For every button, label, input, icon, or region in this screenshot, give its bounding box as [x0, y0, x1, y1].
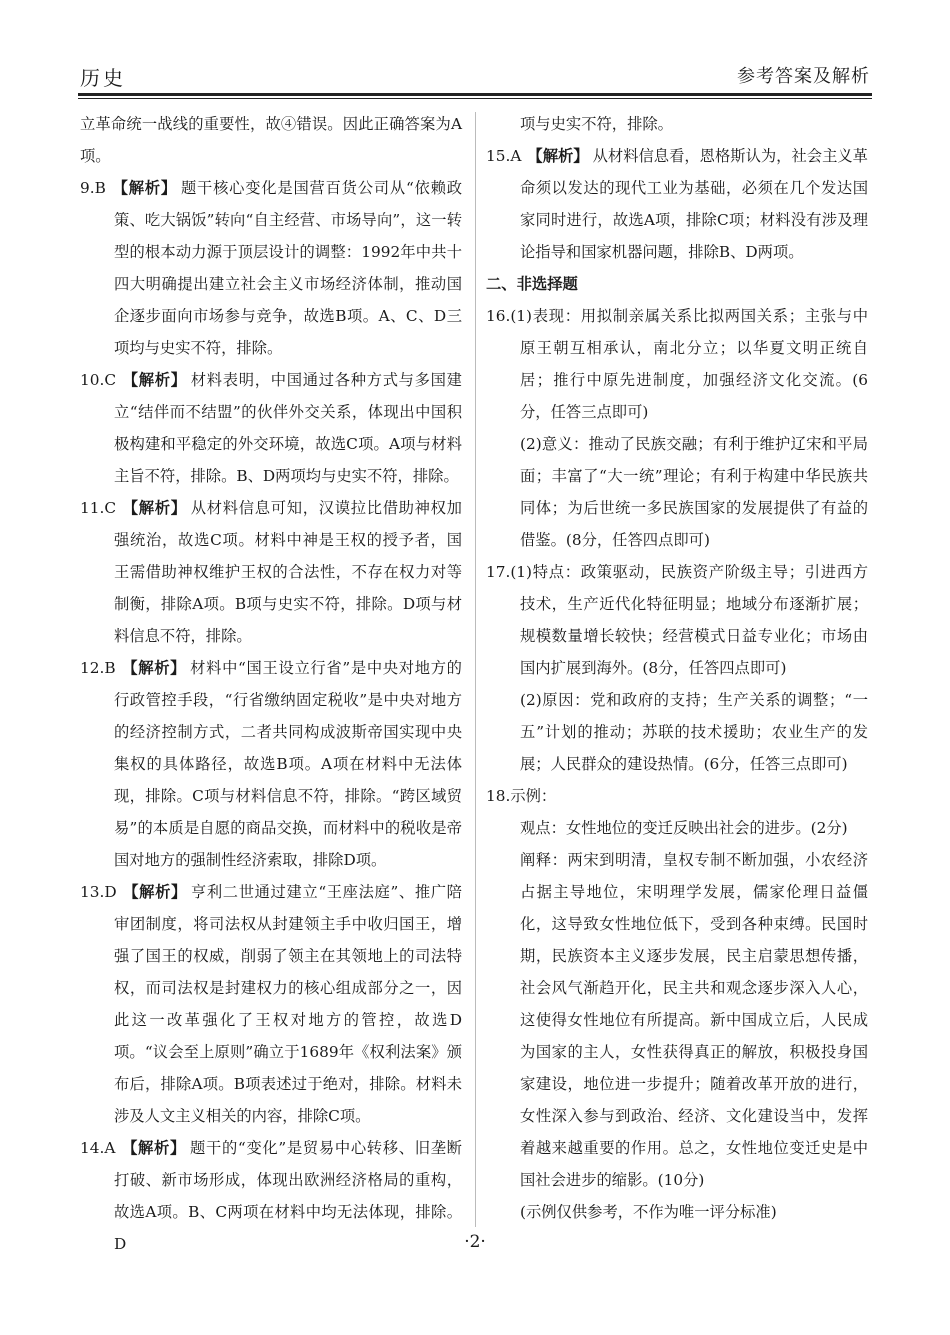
- item-answer: D: [104, 883, 117, 901]
- item-explanation: 题干核心变化是国营百货公司从“依赖政策、吃大锅饭”转向“自主经营、市场导向”，这一转型的根本动力源于顶层设计的调整：1992年中共十四大明确提出建立社会主义市场经济体制，推动国企逐步面向市场参与竞争，故选B项。A、C、D三项均与史实不符，排除。: [114, 179, 462, 357]
- item-16-part-2: (2)意义：推动了民族交融；有利于维护辽宋和平局面；丰富了“大一统”理论；有利于构建中华民族共同体；为后世统一多民族国家的发展提供了有益的借鉴。(8分，任答四点即可): [520, 435, 868, 549]
- item-number: 12.: [80, 659, 105, 677]
- item-explanation: 材料表明，中国通过各种方式与多国建立“结伴而不结盟”的伙伴外交关系，体现出中国积极构建和平稳定的外交环境，故选C项。A项与材料主旨不符，排除。B、D两项均与史实不符，排除。: [114, 371, 462, 485]
- item-number: 16.: [486, 307, 511, 325]
- section-heading: 二、非选择题: [486, 275, 578, 293]
- analysis-tag: 【解析】: [121, 659, 187, 677]
- answer-item-10: [80, 364, 462, 492]
- item-18-intro: [486, 780, 868, 812]
- analysis-tag: 【解析】: [527, 147, 589, 165]
- left-column: [80, 108, 462, 1260]
- analysis-tag: 【解析】: [111, 179, 177, 197]
- answer-item-9: [80, 172, 462, 364]
- page-number: ·2·: [464, 1232, 486, 1252]
- continuation-text: 立革命统一战线的重要性，故④错误。因此正确答案为A项。: [80, 115, 462, 165]
- section-title: 参考答案及解析: [737, 66, 870, 87]
- item-number: 14.: [80, 1139, 105, 1157]
- answer-item-15: [486, 140, 868, 268]
- analysis-tag: 【解析】: [122, 499, 187, 517]
- item-explanation: 材料中“国王设立行省”是中央对地方的行政管控手段，“行省缴纳固定税收”是中央对地方的经济控制方式，二者共同构成波斯帝国实现中央集权的具体路径，故选B项。A项在材料中无法体现，排除。C项与材料信息不符，排除。“跨区域贸易”的本质是自愿的商品交换，而材料中的税收是帝国对地方的强制性经济索取，排除D项。: [114, 659, 462, 869]
- analysis-tag: 【解析】: [121, 1139, 186, 1157]
- item-text: (1)表现：用拟制亲属关系比拟两国关系；主张与中原王朝互相承认，南北分立；以华夏文明正统自居；推行中原先进制度，加强经济文化交流。(6分，任答三点即可): [510, 307, 868, 421]
- item-answer: C: [104, 499, 117, 517]
- item-18-note: (示例仅供参考，不作为唯一评分标准): [520, 1203, 777, 1221]
- header-rule-thin: [78, 98, 872, 99]
- item-17-part-2: (2)原因：党和政府的支持；生产关系的调整；“一五”计划的推动；苏联的技术援助；农业生产的发展；人民群众的建设热情。(6分，任答三点即可): [520, 691, 868, 773]
- item-number: 13.: [80, 883, 105, 901]
- item-number: 17.: [486, 563, 511, 581]
- item-explanation: 从材料信息看，恩格斯认为，社会主义革命须以发达的现代工业为基础，必须在几个发达国家同时进行，故选A项，排除C项；材料没有涉及理论指导和国家机器问题，排除B、D两项。: [520, 147, 868, 261]
- item-number: 10.: [80, 371, 105, 389]
- item-number: 9.: [80, 179, 95, 197]
- item-answer: B: [94, 179, 106, 197]
- item-18-explanation: 阐释：两宋到明清，皇权专制不断加强，小农经济占据主导地位，宋明理学发展，儒家伦理日益僵化，这导致女性地位低下，受到各种束缚。民国时期，民族资本主义逐步发展，民主启蒙思想传播，社会风气渐趋开化，民主共和观念逐步深入人心，这使得女性地位有所提高。新中国成立后，人民成为国家的主人，女性获得真正的解放，积极投身国家建设，地位进一步提升；随着改革开放的进行，女性深入参与到政治、经济、文化建设当中，发挥着越来越重要的作用。总之，女性地位变迁史是中国社会进步的缩影。(10分): [520, 851, 868, 1189]
- item-text: (1)特点：政策驱动，民族资产阶级主导；引进西方技术，生产近代化特征明显；地域分布逐渐扩展；规模数量增长较快；经营模式日益专业化；市场由国内扩展到海外。(8分，任答四点即可): [510, 563, 868, 677]
- item-number: 18.: [486, 787, 511, 805]
- continuation-text: 项与史实不符，排除。: [520, 115, 673, 133]
- item-answer: A: [510, 147, 522, 165]
- right-column: [486, 108, 868, 1228]
- item-explanation: 从材料信息可知，汉谟拉比借助神权加强统治，故选C项。材料中神是王权的授予者，国王需借助神权维护王权的合法性，不存在权力对等制衡，排除A项。B项与史实不符，排除。D项与材料信息不符，排除。: [114, 499, 462, 645]
- item-explanation: 亨利二世通过建立“王座法庭”、推广陪审团制度，将司法权从封建领主手中收归国王，增强了国王的权威，削弱了领主在其领地上的司法特权，而司法权是封建权力的核心组成部分之一，因此这一改革强化了王权对地方的管控，故选D项。“议会至上原则”确立于1689年《权利法案》颁布后，排除A项。B项表述过于绝对，排除。材料未涉及人文主义相关的内容，排除C项。: [114, 883, 462, 1125]
- item-number: 11.: [80, 499, 105, 517]
- answer-item-16: [486, 300, 868, 556]
- header-rule-thick: [78, 93, 872, 96]
- item-16-part-1: [486, 300, 868, 428]
- analysis-tag: 【解析】: [122, 371, 187, 389]
- item-number: 15.: [486, 147, 511, 165]
- item-answer: A: [104, 1139, 116, 1157]
- item-text: 示例：: [510, 787, 557, 805]
- item-answer: C: [104, 371, 117, 389]
- item-18-viewpoint: 观点：女性地位的变迁反映出社会的进步。(2分): [520, 819, 848, 837]
- column-divider: [475, 112, 476, 1227]
- item-answer: B: [104, 659, 116, 677]
- answer-item-18: [486, 780, 868, 1228]
- analysis-tag: 【解析】: [122, 883, 187, 901]
- answer-item-17: [486, 556, 868, 780]
- answer-item-11: [80, 492, 462, 652]
- subject-title: 历史: [80, 66, 126, 90]
- item-17-part-1: [486, 556, 868, 684]
- item-explanation: 题干的“变化”是贸易中心转移、旧垄断打破、新市场形成，体现出欧洲经济格局的重构，故选A项。B、C两项在材料中均无法体现，排除。D: [114, 1139, 462, 1253]
- answer-item-13: [80, 876, 462, 1132]
- answer-item-12: [80, 652, 462, 876]
